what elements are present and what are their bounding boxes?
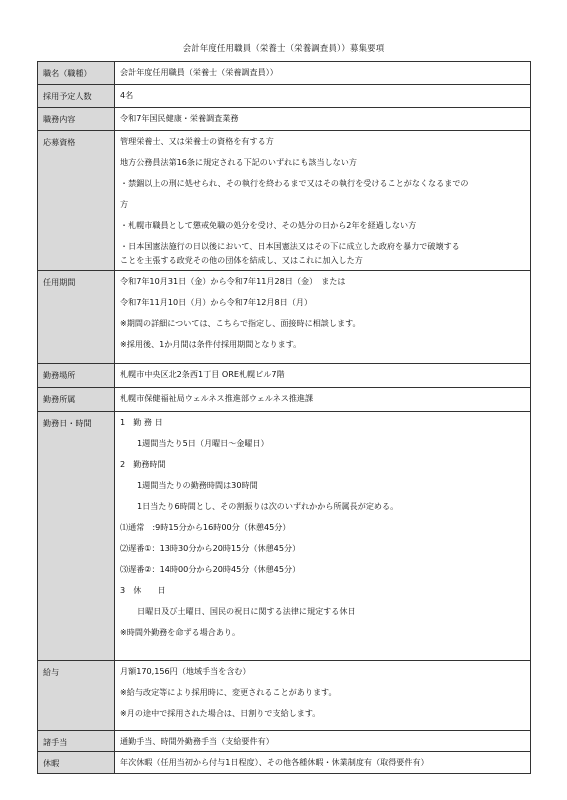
text-line: ⑶遅番②：14時00分から20時45分（休憩45分） xyxy=(120,564,301,574)
text-line: ことを主張する政党その他の団体を結成し、又はこれに加入した方 xyxy=(120,255,363,265)
row-content xyxy=(115,131,531,271)
text-line: 1日当たり6時間とし、その割振りは次のいずれかから所属長が定める。 xyxy=(137,501,399,511)
text-line: 3 休 日 xyxy=(120,585,166,595)
row-content xyxy=(115,388,531,412)
text-line: 月額170,156円（地域手当を含む） xyxy=(120,666,251,676)
row-label: 勤務場所 xyxy=(38,364,115,388)
text-line: 地方公務員法第16条に規定される下記のいずれにも該当しない方 xyxy=(120,157,357,167)
row-content xyxy=(115,752,531,774)
text-line: ・禁錮以上の刑に処せられ、その執行を終わるまで又はその執行を受けることがなくなるまでの xyxy=(120,178,469,188)
text-line: 管理栄養士、又は栄養士の資格を有する方 xyxy=(120,136,274,146)
table-row xyxy=(38,364,531,388)
department-value: 札幌市保健福祉局ウェルネス推進部ウェルネス推進課 xyxy=(120,393,314,403)
table-row xyxy=(38,131,531,271)
row-content xyxy=(115,271,531,364)
row-label: 勤務日・時間 xyxy=(38,412,115,661)
duties-value: 令和7年国民健康・栄養調査業務 xyxy=(120,113,239,123)
table-row xyxy=(38,661,531,731)
page-title: 会計年度任用職員（栄養士（栄養調査員））募集要項 xyxy=(182,43,385,53)
row-content xyxy=(115,108,531,131)
row-content xyxy=(115,62,531,85)
row-content xyxy=(115,85,531,108)
text-line: ※期間の詳細については、こちらで指定し、面接時に相談します。 xyxy=(120,318,361,328)
row-content xyxy=(115,412,531,661)
text-line: ⑴通常 :9時15分から16時00分（休憩45分） xyxy=(120,522,291,532)
headcount-value: 4名 xyxy=(120,90,134,100)
text-line: 日曜日及び土曜日、国民の祝日に関する法律に規定する休日 xyxy=(137,606,356,616)
text-line: ・札幌市職員として懲戒免職の処分を受け、その処分の日から2年を経過しない方 xyxy=(120,220,417,230)
text-line: 方 xyxy=(120,199,129,209)
text-line: ※月の途中で採用された場合は、日割りで支給します。 xyxy=(120,708,321,718)
row-label: 応募資格 xyxy=(38,131,115,271)
row-label: 採用予定人数 xyxy=(38,85,115,108)
text-line: ※時間外勤務を命ずる場合あり。 xyxy=(120,627,241,637)
row-label: 職名（職種） xyxy=(38,62,115,85)
table-row xyxy=(38,731,531,752)
row-label: 休暇 xyxy=(38,752,115,774)
text-line: 1週間当たり5日（月曜日～金曜日） xyxy=(137,438,269,448)
row-content xyxy=(115,661,531,731)
workplace-value: 札幌市中央区北2条西1丁目 ORE札幌ビル7階 xyxy=(120,369,285,379)
row-label: 職務内容 xyxy=(38,108,115,131)
text-line: ・日本国憲法施行の日以後において、日本国憲法又はその下に成立した政府を暴力で破壊する xyxy=(120,241,460,251)
leave-value: 年次休暇（任用当初から付与1日程度）、その他各種休暇・休業制度有（取得要件有） xyxy=(120,757,429,767)
table-row xyxy=(38,62,531,85)
table-row xyxy=(38,271,531,364)
row-content xyxy=(115,364,531,388)
row-content xyxy=(115,731,531,752)
table-row xyxy=(38,85,531,108)
allowances-value: 通勤手当、時間外勤務手当（支給要件有） xyxy=(120,736,274,746)
job-title-value: 会計年度任用職員（栄養士（栄養調査員）） xyxy=(120,67,278,77)
text-line: ※採用後、1か月間は条件付採用期間となります。 xyxy=(120,339,302,349)
text-line: 2 勤務時間 xyxy=(120,459,166,469)
row-label: 任用期間 xyxy=(38,271,115,364)
table-row xyxy=(38,388,531,412)
requirements-table xyxy=(37,61,531,774)
table-row xyxy=(38,412,531,661)
text-line: ⑵遅番①：13時30分から20時15分（休憩45分） xyxy=(120,543,301,553)
row-label: 勤務所属 xyxy=(38,388,115,412)
text-line: 令和7年10月31日（金）から令和7年11月28日（金） または xyxy=(120,276,346,286)
table-row xyxy=(38,752,531,774)
text-line: 1 勤 務 日 xyxy=(120,417,163,427)
row-label: 給与 xyxy=(38,661,115,731)
table-row xyxy=(38,108,531,131)
row-label: 諸手当 xyxy=(38,731,115,752)
text-line: 令和7年11月10日（月）から令和7年12月8日（月） xyxy=(120,297,313,307)
text-line: 1週間当たりの勤務時間は30時間 xyxy=(137,480,258,490)
text-line: ※給与改定等により採用時に、変更されることがあります。 xyxy=(120,687,337,697)
